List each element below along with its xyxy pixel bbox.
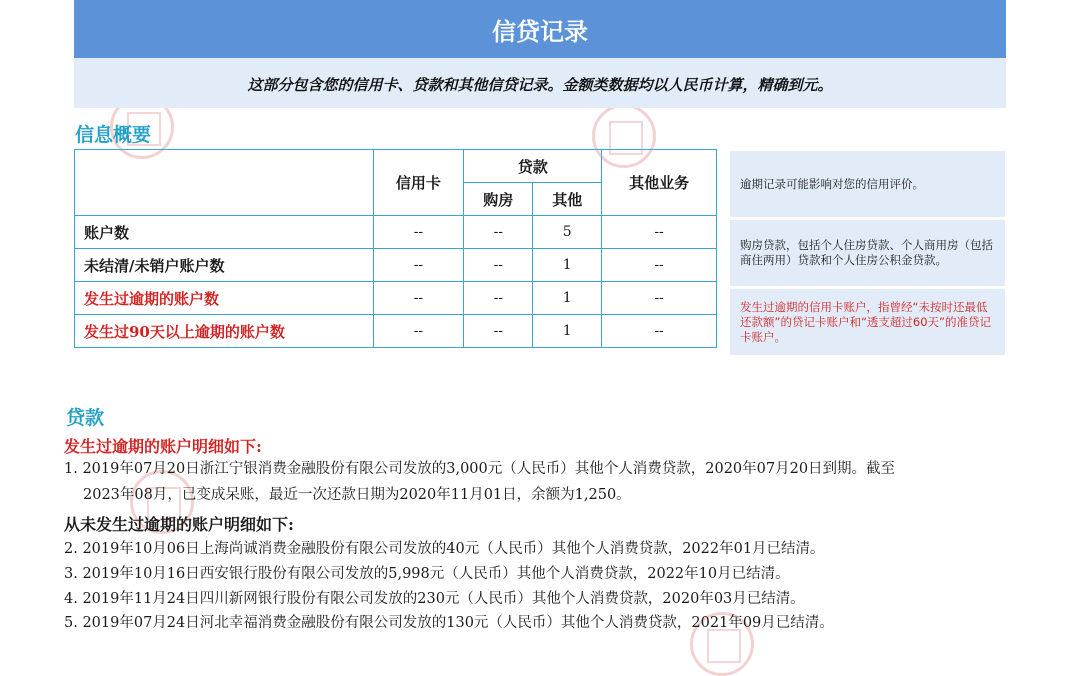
col-other: 其他	[533, 183, 602, 216]
cell-other-business: --	[602, 315, 717, 348]
row-label: 未结清/未销户账户数	[75, 249, 374, 282]
cell-other: 1	[533, 315, 602, 348]
cell-other: 1	[533, 282, 602, 315]
cell-credit-card: --	[373, 315, 464, 348]
table-header-blank	[75, 150, 374, 216]
note-overdue-impact: 逾期记录可能影响对您的信用评价。	[730, 151, 1005, 217]
cell-other-business: --	[602, 282, 717, 315]
list-item-line: 1. 2019年07月20日浙江宁银消费金融股份有限公司发放的3,000元（人民币）其他个人消费贷款，2020年07月20日到期。截至	[64, 461, 896, 477]
cell-other-business: --	[602, 216, 717, 249]
cell-credit-card: --	[373, 216, 464, 249]
row-label: 发生过90天以上逾期的账户数	[75, 315, 374, 348]
summary-table	[74, 149, 717, 348]
summary-section-title: 信息概要	[75, 124, 152, 146]
list-item: 4. 2019年11月24日四川新网银行股份有限公司发放的230元（人民币）其他个人消费贷款，2020年03月已结清。	[64, 591, 805, 607]
summary-notes	[730, 151, 1005, 358]
cell-housing: --	[464, 282, 533, 315]
table-row	[75, 315, 717, 348]
page-title: 信贷记录	[74, 0, 1006, 58]
cell-credit-card: --	[373, 282, 464, 315]
list-item	[64, 456, 984, 508]
note-housing-loan: 购房贷款，包括个人住房贷款、个人商用房（包括商住两用）贷款和个人住房公积金贷款。	[730, 220, 1005, 286]
cell-other: 5	[533, 216, 602, 249]
table-header-row	[75, 150, 717, 183]
col-other-business: 其他业务	[602, 150, 717, 216]
col-housing: 购房	[464, 183, 533, 216]
cell-credit-card: --	[373, 249, 464, 282]
cell-housing: --	[464, 249, 533, 282]
col-credit-card: 信用卡	[373, 150, 464, 216]
col-loan: 贷款	[464, 150, 602, 183]
cell-other-business: --	[602, 249, 717, 282]
page-subtitle: 这部分包含您的信用卡、贷款和其他信贷记录。金额类数据均以人民币计算，精确到元。	[74, 58, 1006, 108]
row-label: 账户数	[75, 216, 374, 249]
table-row	[75, 282, 717, 315]
list-item-line: 2023年08月，已变成呆账，最近一次还款日期为2020年11月01日，余额为1,250。	[83, 487, 631, 503]
loans-section-title: 贷款	[66, 407, 105, 429]
list-item: 2. 2019年10月06日上海尚诚消费金融股份有限公司发放的40元（人民币）其他个人消费贷款，2022年01月已结清。	[64, 541, 825, 557]
cell-housing: --	[464, 315, 533, 348]
list-item: 3. 2019年10月16日西安银行股份有限公司发放的5,998元（人民币）其他个人消费贷款，2022年10月已结清。	[64, 566, 790, 582]
cell-housing: --	[464, 216, 533, 249]
list-item: 5. 2019年07月24日河北幸福消费金融股份有限公司发放的130元（人民币）其他个人消费贷款，2021年09月已结清。	[64, 615, 834, 631]
row-label: 发生过逾期的账户数	[75, 282, 374, 315]
overdue-heading: 发生过逾期的账户明细如下:	[64, 437, 262, 456]
table-row	[75, 216, 717, 249]
table-row	[75, 249, 717, 282]
normal-heading: 从未发生过逾期的账户明细如下:	[64, 515, 294, 534]
note-overdue-card: 发生过逾期的信用卡账户，指曾经“未按时还最低还款额”的贷记卡账户和“透支超过60天”的准贷记卡账户。	[730, 289, 1005, 355]
cell-other: 1	[533, 249, 602, 282]
